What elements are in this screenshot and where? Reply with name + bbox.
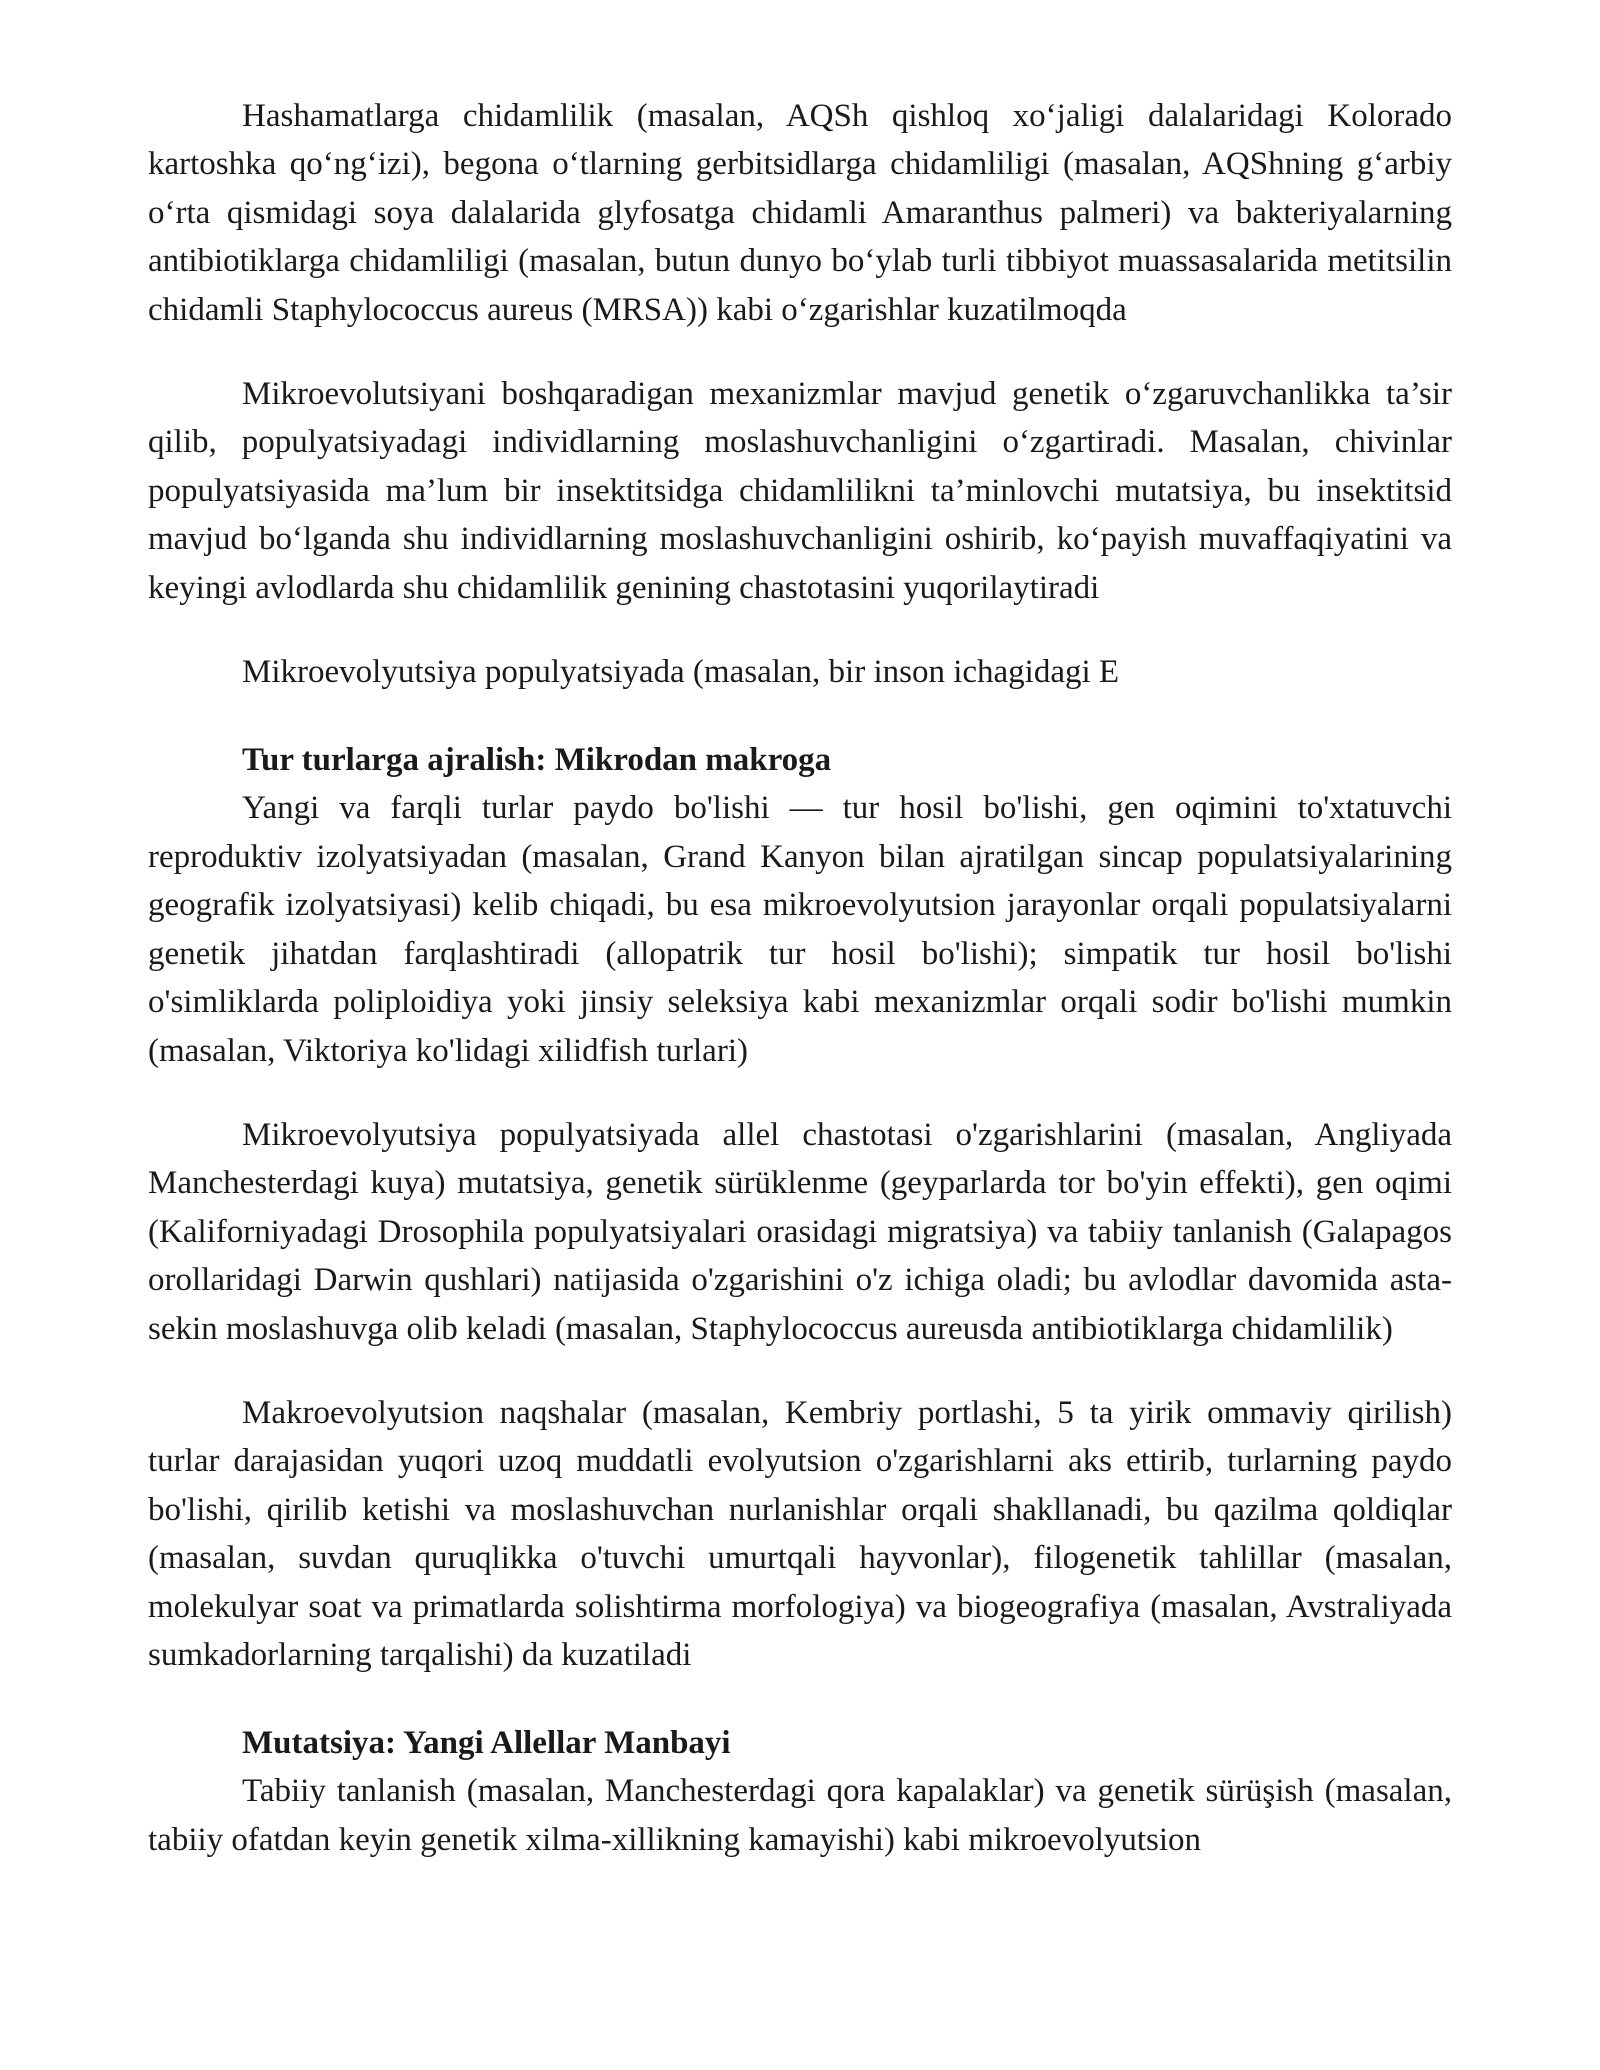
paragraph-natural-selection: Tabiiy tanlanish (masalan, Manchesterdagi qora kapalaklar) va genetik sürüşish (masalan, tabiiy ofatdan keyin genetik xilma-xillikning kamayishi) kabi mikroevolyutsion [148, 1773, 1452, 1858]
paragraph-speciation: Yangi va farqli turlar paydo bo'lishi — tur hosil bo'lishi, gen oqimini to'xtatuvchi reproduktiv izolyatsiyadan (masalan, Grand Kanyon bilan ajratilgan sincap populatsiyalarining geografik izolyatsiyasi) kelib chiqadi, bu esa mikroevolyutsion jarayonlar orqali populatsiyalarni genetik jihatdan farqlashtiradi (allopatrik tur hosil bo'lishi); simpatik tur hosil bo'lishi o'simliklarda poliploidiya yoki jinsiy seleksiya kabi mexanizmlar orqali sodir bo'lishi mumkin (masalan, Viktoriya ko'lidagi xilidfish turlari) [148, 790, 1452, 1069]
paragraph-microevolution-fragment: Mikroevolyutsiya populyatsiyada (masalan, bir inson ichagidagi E [242, 654, 1120, 691]
paragraph-microevolution-mechanisms: Mikroevolutsiyani boshqaradigan mexanizmlar mavjud genetik o‘zgaruvchanlikka ta’sir qilib, populyatsiyadagi individlarning moslashuvchanligini o‘zgartiradi. Masalan, chivinlar populyatsiyasida ma’lum bir insektitsidga chidamlilikni ta’minlovchi mutatsiya, bu insektitsid mavjud bo‘lganda shu individlarning moslashuvchanligini oshirib, ko‘payish muvaffaqiyatini va keyingi avlodlarda shu chidamlilik genining chastotasini yuqorilaytiradi [148, 376, 1452, 606]
document-page [148, 92, 1452, 1864]
paragraph-allele-frequency: Mikroevolyutsiya populyatsiyada allel chastotasi o'zgarishlarini (masalan, Angliyada Manchesterdagi kuya) mutatsiya, genetik sürüklenme (geyparlarda tor bo'yin effekti), gen oqimi (Kaliforniyadagi Drosophila populyatsiyalari orasidagi migratsiya) va tabiiy tanlanish (Galapagos orollaridagi Darwin qushlari) natijasida o'zgarishini o'z ichiga oladi; bu avlodlar davomida asta-sekin moslashuvga olib keladi (masalan, Staphylococcus aureusda antibiotiklarga chidamlilik) [148, 1116, 1452, 1347]
paragraph-macroevolution-patterns: Makroevolyutsion naqshalar (masalan, Kembriy portlashi, 5 ta yirik ommaviy qirilish) turlar darajasidan yuqori uzoq muddatli evolyutsion o'zgarishlarni aks ettirib, turlarning paydo bo'lishi, qirilib ketishi va moslashuvchan nurlanishlar orqali shakllanadi, bu qazilma qoldiqlar (masalan, suvdan quruqlikka o'tuvchi umurtqali hayvonlar), filogenetik tahlillar (masalan, molekulyar soat va primatlarda solishtirma morfologiya) va biogeografiya (masalan, Avstraliyada sumkadorlarning tarqalishi) da kuzatiladi [148, 1394, 1452, 1673]
paragraph-resistance-examples: Hashamatlarga chidamlilik (masalan, AQSh qishloq xo‘jaligi dalalaridagi Kolorado kartoshka qo‘ng‘izi), begona o‘tlarning gerbitsidlarga chidamliligi (masalan, AQShning g‘arbiy o‘rta qismidagi soya dalalarida glyfosatga chidamli Amaranthus palmeri) va bakteriyalarning antibiotiklarga chidamliligi (masalan, butun dunyo bo‘ylab turli tibbiyot muassasalarida metitsilin chidamli Staphylococcus aureus (MRSA)) kabi o‘zgarishlar kuzatilmoqda [148, 98, 1452, 328]
section-heading-mutation: Mutatsiya: Yangi Allellar Manbayi [242, 1725, 731, 1762]
section-heading-speciation: Tur turlarga ajralish: Mikrodan makroga [242, 742, 832, 779]
